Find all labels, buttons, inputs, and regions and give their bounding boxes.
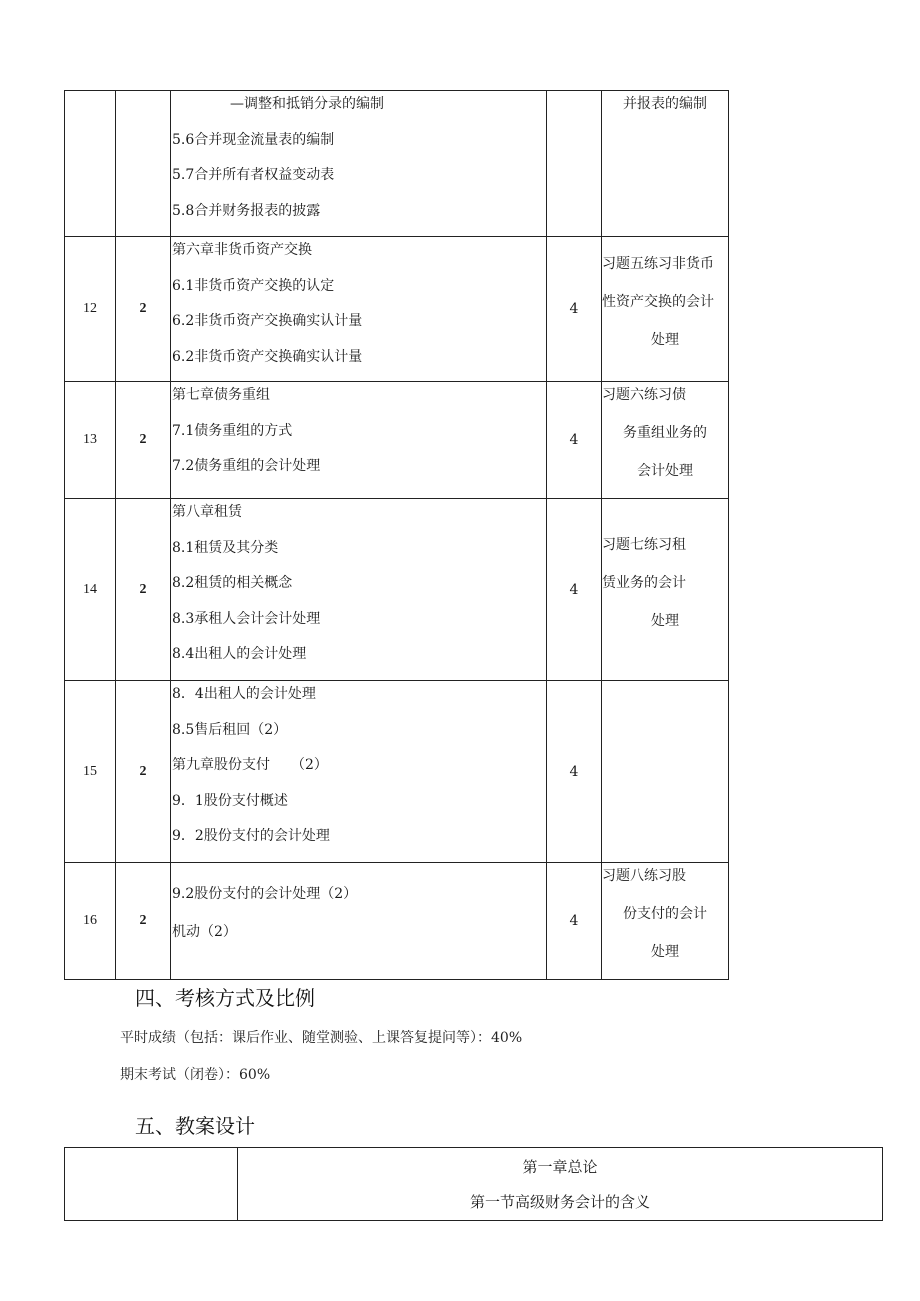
assignment-line: 会计处理 (637, 463, 693, 479)
periods-cell (547, 91, 602, 237)
assignment-line: 习题六练习债 (602, 387, 686, 403)
assignment-line: 性资产交换的会计 (602, 294, 714, 310)
lesson-plan-title-cell (238, 1148, 883, 1221)
content-line: 第六章非货币资产交换 (172, 242, 312, 258)
assessment-final-exam: 期末考试（闭卷）：60% (120, 1067, 271, 1083)
hours-cell (116, 91, 171, 237)
content-cell (171, 382, 547, 499)
assignment-cell (602, 382, 729, 499)
chapter-title: 第一章总论 (522, 1158, 598, 1176)
content-cell (171, 91, 547, 237)
content-line: 9．1股份支付概述 (172, 792, 288, 809)
assignment-line: 处理 (651, 332, 679, 348)
content-line: 机动（2） (172, 924, 237, 940)
assignment-cell (602, 681, 729, 863)
content-line: 5.7合并所有者权益变动表 (172, 167, 335, 183)
content-line: 5.6合并现金流量表的编制 (172, 131, 335, 148)
assignment-cell (602, 863, 729, 980)
assignment-line: 习题八练习股 (602, 868, 686, 884)
week-cell: 15 (65, 681, 116, 863)
week-cell: 12 (65, 237, 116, 382)
content-line: 第八章租赁 (172, 504, 242, 520)
periods-cell: 4 (547, 863, 602, 980)
content-line: 5.8合并财务报表的披露 (172, 202, 321, 219)
content-cell (171, 499, 547, 681)
content-cell (171, 863, 547, 980)
week-cell: 16 (65, 863, 116, 980)
week-cell (65, 91, 116, 237)
content-line: 8.5售后租回（2） (172, 721, 288, 738)
assignment-line: 处理 (651, 944, 679, 960)
content-line: 9.2股份支付的会计处理（2） (172, 886, 358, 902)
content-line: 8.1租赁及其分类 (172, 539, 279, 556)
content-line: 6.2非货币资产交换确实认计量 (172, 313, 363, 329)
content-line: 7.2债务重组的会计处理 (172, 458, 321, 474)
hours-cell: 2 (116, 382, 171, 499)
periods-cell: 4 (547, 681, 602, 863)
content-cell (171, 237, 547, 382)
content-line: 第九章股份支付 （2） (172, 757, 328, 773)
content-line: 8.4出租人的会计处理 (172, 646, 307, 662)
hours-cell: 2 (116, 863, 171, 980)
content-line: 8.3承租人会计会计处理 (172, 610, 321, 627)
content-line: 6.1非货币资产交换的认定 (172, 277, 335, 294)
hours-cell: 2 (116, 237, 171, 382)
hours-cell: 2 (116, 681, 171, 863)
content-cell (171, 681, 547, 863)
assignment-line: 处理 (651, 612, 679, 629)
content-line: —调整和抵销分录的编制 (230, 96, 384, 112)
assignment-cell (602, 91, 729, 237)
schedule-row (65, 681, 729, 863)
assignment-line: 份支付的会计 (623, 906, 707, 922)
assessment-regular-grade: 平时成绩（包括：课后作业、随堂测验、上课答复提问等）：40% (120, 1030, 523, 1046)
assignment-line: 并报表的编制 (623, 96, 707, 112)
section-title: 第一节高级财务会计的含义 (469, 1193, 650, 1211)
content-line: 7.1债务重组的方式 (172, 422, 293, 439)
periods-cell: 4 (547, 382, 602, 499)
schedule-row (65, 499, 729, 681)
assignment-line: 习题五练习非货币 (602, 256, 714, 272)
assignment-cell (602, 237, 729, 382)
course-schedule-table (64, 90, 729, 980)
schedule-row (65, 91, 729, 237)
lesson-plan-table (64, 1147, 883, 1221)
content-line: 6.2非货币资产交换确实认计量 (172, 348, 363, 365)
lesson-plan-label-cell (65, 1148, 238, 1221)
week-cell: 14 (65, 499, 116, 681)
periods-cell: 4 (547, 237, 602, 382)
periods-cell: 4 (547, 499, 602, 681)
week-cell: 13 (65, 382, 116, 499)
assignment-line: 赁业务的会计 (602, 574, 686, 591)
assignment-line: 习题七练习租 (602, 536, 686, 553)
schedule-row (65, 237, 729, 382)
schedule-row (65, 863, 729, 980)
section-heading-assessment: 四、考核方式及比例 (135, 986, 315, 1010)
content-line: 第七章债务重组 (172, 387, 270, 403)
schedule-row (65, 382, 729, 499)
content-line: 9．2股份支付的会计处理 (172, 828, 330, 844)
hours-cell: 2 (116, 499, 171, 681)
content-line: 8．4出租人的会计处理 (172, 686, 316, 702)
assignment-cell (602, 499, 729, 681)
section-heading-lesson-plan: 五、教案设计 (135, 1114, 255, 1138)
assignment-line: 务重组业务的 (623, 425, 707, 441)
content-line: 8.2租赁的相关概念 (172, 575, 293, 591)
